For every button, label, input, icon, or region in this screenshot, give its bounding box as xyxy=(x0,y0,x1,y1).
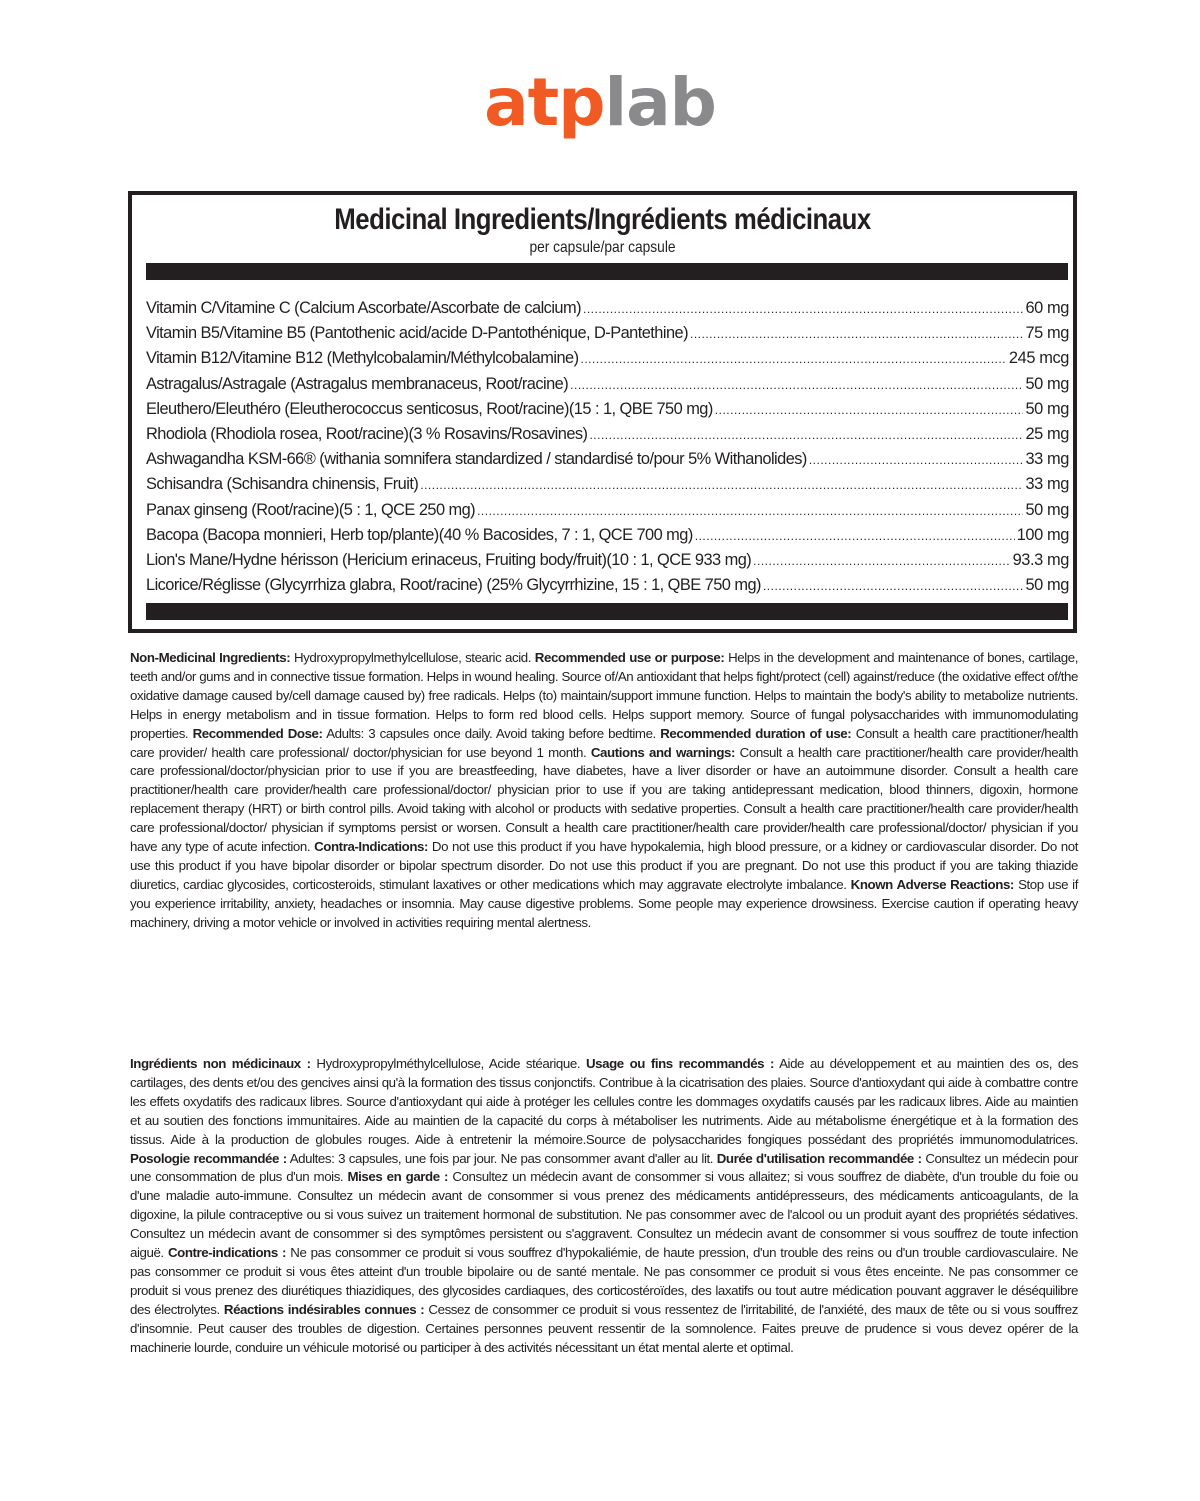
ingredient-amount: 100 mg xyxy=(1016,525,1069,544)
leader-dots xyxy=(753,549,1010,573)
cautions-text-fr: Consultez un médecin avant de consommer si vous allaitez; si vous souffrez de diabète, d'un trouble du foie ou d'une maladie auto-immune. Consultez un médecin avant de consommer si vous prenez des médicaments antidépresseurs, des médicaments anticoagulants, de la digoxine, la pilule contraceptive ou si vous suivez un traitement hormonal de substitution. Ne pas consommer avec de l'alcool ou un produit ayant des propriétés sédatives. Consultez un médecin avant de consommer si des symptômes persistent ou s'aggravent. Consultez un médecin avant de consommer si vous souffrez de toute infection aiguë. xyxy=(130,1169,1078,1261)
cautions-label-fr: Mises en garde : xyxy=(347,1169,449,1185)
leader-dots xyxy=(589,423,1023,447)
ingredient-row xyxy=(146,498,1069,523)
use-label: Recommended use or purpose: xyxy=(534,650,725,665)
duration-text: Consult a health care practitioner/health care provider/ health care professional/ doctor/physician for use beyond 1 month. xyxy=(130,725,1078,760)
use-text-fr: Aide au développement et au maintien des os, des cartilages, des dents et/ou des gencives ainsi qu'à la formation des tissus conjonctifs. Contribue à la cicatrisation des plaies. Source d'antioxydant qui aide à combattre contre les effets oxydatifs des radicaux libres. Source d'antioxydant qui aide à protéger les cellules contre les dommages oxydatifs causés par les radicaux libres. Aide au maintien et au soutien des fonctions immunitaires. Aide au maintien de la capacité du corps à métaboliser les nutriments. Aide au métabolisme énergétique et à la formation des tissus. Aide à la production de globules rouges. Aide à entretenir la mémoire.Source de polysaccharides fongiques possédant des propriétés immunomodulatrices. xyxy=(130,1056,1078,1147)
logo-atp: atp xyxy=(484,64,605,141)
ingredient-amount: 50 mg xyxy=(1025,374,1069,393)
ingredient-amount: 50 mg xyxy=(1025,500,1069,519)
english-label-text xyxy=(130,649,1078,933)
contra-label: Contra-Indications: xyxy=(314,839,428,855)
ingredient-row xyxy=(146,397,1069,422)
ingredient-amount: 25 mg xyxy=(1025,424,1069,443)
ingredient-row xyxy=(146,447,1069,472)
ingredient-row xyxy=(146,372,1069,397)
ingredient-amount: 93.3 mg xyxy=(1012,550,1069,569)
contra-label-fr: Contre-indications : xyxy=(167,1245,287,1261)
ingredient-name: Rhodiola (Rhodiola rosea, Root/racine)(3 % Rosavins/Rosavines) xyxy=(146,424,588,443)
leader-dots xyxy=(809,448,1024,472)
adverse-label-fr: Réactions indésirables connues : xyxy=(223,1301,425,1317)
ingredient-name: Schisandra (Schisandra chinensis, Fruit) xyxy=(146,475,419,494)
contra-text-fr: Ne pas consommer ce produit si vous souffrez d'hypokaliémie, de haute pression, d'un trouble des reins ou d'un trouble cardiovasculaire. Ne pas consommer ce produit si vous êtes atteint d'un trouble bipolaire ou de santé mentale. Ne pas consommer ce produit si vous êtes enceinte. Ne pas consommer ce produit si vous prenez des diurétiques thiazidiques, des glycosides cardiaques, des corticostéroïdes, des laxatifs ou tout autre médication pouvant aggraver le déséquilibre des électrolytes. xyxy=(130,1245,1078,1317)
cautions-label: Cautions and warnings: xyxy=(590,744,736,760)
ingredient-row xyxy=(146,548,1069,573)
ingredient-name: Bacopa (Bacopa monnieri, Herb top/plante)(40 % Bacosides, 7 : 1, QCE 700 mg) xyxy=(146,525,693,544)
ingredient-amount: 60 mg xyxy=(1025,299,1069,317)
leader-dots xyxy=(477,499,1023,523)
dose-text-fr: Adultes: 3 capsules, une fois par jour. Ne pas consommer avant d'aller au lit. xyxy=(286,1150,717,1166)
leader-dots xyxy=(763,574,1024,598)
non-medicinal-text-fr: Hydroxypropylméthylcellulose, Acide stéarique. xyxy=(310,1056,586,1071)
top-divider-bar xyxy=(146,263,1068,280)
ingredient-name: Licorice/Réglisse (Glycyrrhiza glabra, Root/racine) (25% Glycyrrhizine, 15 : 1, QBE 750 mg) xyxy=(146,576,761,595)
ingredient-name: Astragalus/Astragale (Astragalus membranaceus, Root/racine) xyxy=(146,374,569,393)
dose-label: Recommended Dose: xyxy=(192,725,323,741)
dose-text: Adults: 3 capsules once daily. Avoid taking before bedtime. xyxy=(322,725,661,741)
ingredient-amount: 245 mcg xyxy=(1008,349,1069,368)
use-text: Helps in the development and maintenance of bones, cartilage, teeth and/or gums and in connective tissue formation. Helps in wound healing. Source of/An antioxidant that helps fight/protect (cell) against/reduce (the oxidative effect of/the oxidative damage caused by/cell damage caused by) free radicals. Helps (to) maintain/support immune function. Helps to maintain the body's ability to metabolize nutrients. Helps in energy metabolism and in tissue formation. Helps to form red blood cells. Helps support memory. Source of fungal polysaccharides with immunomodulating properties. xyxy=(130,650,1079,741)
adverse-text: Stop use if you experience irritability, anxiety, headaches or insomnia. May cause digestive problems. Some people may experience drowsiness. Exercise caution if operating heavy machinery, driving a motor vehicle or involved in activities requiring mental alertness. xyxy=(130,876,1078,930)
ingredient-name: Vitamin B12/Vitamine B12 (Methylcobalamin/Méthylcobalamine) xyxy=(146,349,579,368)
panel-title: Medicinal Ingredients/Ingrédients médicinaux xyxy=(334,203,871,236)
ingredient-amount: 75 mg xyxy=(1025,324,1069,343)
ingredient-name: Eleuthero/Eleuthéro (Eleutherococcus senticosus, Root/racine)(15 : 1, QBE 750 mg) xyxy=(146,399,713,418)
french-label-text xyxy=(130,1055,1078,1358)
duration-label: Recommended duration of use: xyxy=(660,725,852,741)
ingredient-name: Panax ginseng (Root/racine)(5 : 1, QCE 250 mg) xyxy=(146,500,476,519)
panel-subtitle: per capsule/par capsule xyxy=(529,239,676,256)
leader-dots xyxy=(695,524,1015,548)
ingredient-name: Vitamin B5/Vitamine B5 (Pantothenic acid/acide D-Pantothénique, D-Pantethine) xyxy=(146,324,688,343)
adverse-label: Known Adverse Reactions: xyxy=(850,876,1014,892)
leader-dots xyxy=(715,398,1024,422)
duration-label-fr: Durée d'utilisation recommandée : xyxy=(716,1150,922,1166)
leader-dots xyxy=(583,297,1023,321)
non-medicinal-label-fr: Ingrédients non médicinaux : xyxy=(130,1056,311,1071)
ingredient-row xyxy=(146,346,1069,371)
logo-lab: lab xyxy=(604,64,716,141)
leader-dots xyxy=(420,473,1023,497)
cautions-text: Consult a health care practitioner/health care provider/health care professional/doctor/physician prior to use if you are breastfeeding, have diabetes, have a liver disorder or have an autoimmune disorder. Consult a health care practitioner/health care provider/health care professional/doctor/ physician prior to use if you are taking antidepressant medication, blood thinners, digoxin, hormone replacement therapy (HRT) or birth control pills. Avoid taking with alcohol or products with sedative properties. Consult a health care practitioner/health care provider/health care professional/doctor/ physician if symptoms persist or worsen. Consult a health care practitioner/health care provider/health care professional/doctor/ physician if you have any type of acute infection. xyxy=(130,744,1078,855)
leader-dots xyxy=(570,373,1023,397)
ingredient-name: Lion's Mane/Hydne hérisson (Hericium erinaceus, Fruiting body/fruit)(10 : 1, QCE 933 mg) xyxy=(146,550,752,569)
ingredient-amount: 50 mg xyxy=(1025,576,1069,595)
ingredient-row xyxy=(146,422,1069,447)
adverse-text-fr: Cessez de consommer ce produit si vous ressentez de l'irritabilité, de l'anxiété, des maux de tête ou si vous souffrez d'insomnie. Peut causer des troubles de digestion. Certaines personnes peuvent ressentir de la somnolence. Faites preuve de prudence si vous devez opérer de la machinerie lourde, conduire un véhicule motorisé ou participer à des activités nécessitant un état mental alerte et optimal. xyxy=(130,1301,1078,1355)
ingredient-row xyxy=(146,472,1069,497)
ingredient-amount: 50 mg xyxy=(1025,399,1069,418)
ingredient-row xyxy=(146,296,1069,321)
medicinal-ingredients-panel xyxy=(128,191,1077,633)
non-medicinal-label: Non-Medicinal Ingredients: xyxy=(130,650,291,665)
ingredient-list xyxy=(146,296,1069,598)
leader-dots xyxy=(690,322,1023,346)
ingredient-name: Ashwagandha KSM-66® (withania somnifera standardized / standardisé to/pour 5% Withanolides) xyxy=(146,450,807,469)
non-medicinal-text: Hydroxypropylmethylcellulose, stearic acid. xyxy=(290,650,535,665)
ingredient-amount: 33 mg xyxy=(1025,475,1069,494)
use-label-fr: Usage ou fins recommandés : xyxy=(585,1056,774,1071)
brand-logo xyxy=(0,58,1200,148)
ingredient-row xyxy=(146,573,1069,598)
contra-text: Do not use this product if you have hypokalemia, high blood pressure, or a kidney or cardiovascular disorder. Do not use this product if you have bipolar disorder or bipolar spectrum disorder. Do not use this product if you are pregnant. Do not use this product if you are taking thiazide diuretics, cardiac glycosides, corticosteroids, stimulant laxatives or other medications which may aggravate electrolyte imbalance. xyxy=(130,839,1078,892)
ingredient-row xyxy=(146,523,1069,548)
bottom-divider-bar xyxy=(146,603,1068,620)
duration-text-fr: Consultez un médecin pour une consommation de plus d'un mois. xyxy=(130,1150,1079,1185)
ingredient-name: Vitamin C/Vitamine C (Calcium Ascorbate/Ascorbate de calcium) xyxy=(146,299,581,317)
ingredient-row xyxy=(146,321,1069,346)
leader-dots xyxy=(580,347,1006,371)
dose-label-fr: Posologie recommandée : xyxy=(130,1150,287,1166)
ingredient-amount: 33 mg xyxy=(1025,450,1069,469)
